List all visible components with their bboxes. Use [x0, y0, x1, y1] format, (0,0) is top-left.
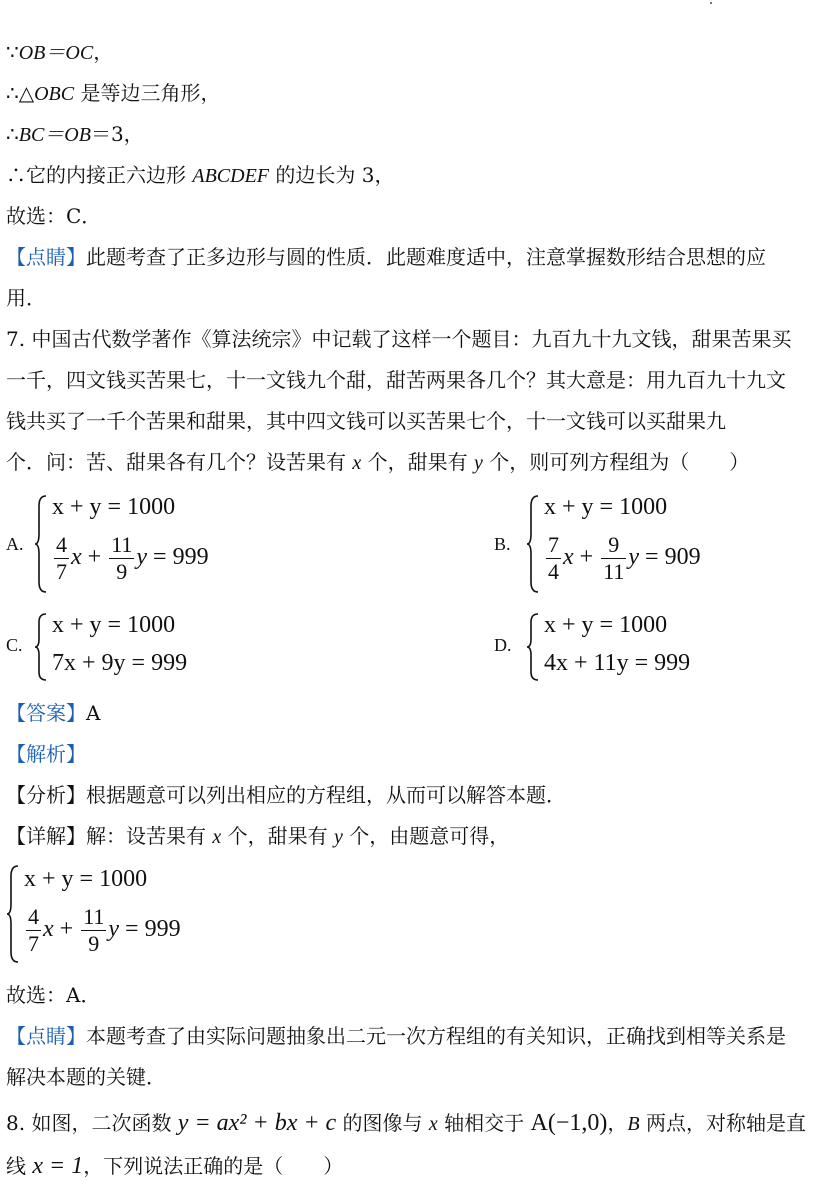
brace-icon — [526, 494, 540, 594]
q8-function: y = ax² + bx + c — [177, 1110, 337, 1136]
option-a-label[interactable]: A. — [6, 534, 24, 554]
proof-choice: 故选：C． — [6, 204, 102, 228]
brace-icon — [6, 864, 20, 964]
option-d-eq1: x + y = 1000 — [544, 612, 668, 638]
proof-line-3: ∴BC＝OB＝3， — [6, 122, 144, 146]
comment-tag: 【点睛】 — [6, 245, 86, 269]
q7-line-4: 个．问：苦、甜果各有几个？设苦果有 x 个，甜果有 y 个，则可列方程组为（ ） — [6, 450, 750, 474]
option-b-eq1: x + y = 1000 — [544, 494, 668, 520]
scan-speck — [710, 2, 712, 4]
option-c-eq1: x + y = 1000 — [52, 612, 176, 638]
q7-line-2: 一千，四文钱买苦果七，十一文钱九个甜，甜苦两果各几个？其大意是：用九百九十九文 — [6, 368, 786, 392]
option-d-eq2: 4x + 11y = 999 — [544, 650, 691, 676]
xiangjie-line: 【详解】解：设苦果有 x 个，甜果有 y 个，由题意可得， — [6, 824, 510, 848]
option-c-system[interactable] — [34, 612, 234, 682]
proof-line-4: ∴它的内接正六边形 ABCDEF 的边长为 3， — [6, 163, 395, 187]
option-a-eq2: $\frac{4}{7}$ x + $\frac{11}{9}$ y = 999 — [56, 532, 209, 584]
answer-tag: 【答案】 — [6, 701, 86, 725]
option-a-system[interactable] — [34, 494, 234, 594]
q8-line-2: 线 x = 1，下列说法正确的是（ ） — [6, 1153, 344, 1179]
answer-comment: 【点睛】本题考查了由实际问题抽象出二元一次方程组的有关知识，正确找到相等关系是 — [6, 1024, 786, 1048]
q8-axis: x = 1 — [32, 1153, 84, 1179]
fenxi-line: 【分析】根据题意可以列出相应的方程组，从而可以解答本题． — [6, 783, 566, 807]
brace-icon — [526, 612, 540, 682]
option-a-eq1: x + y = 1000 — [52, 494, 176, 520]
solution-eq2: $\frac{4}{7}$ x + $\frac{11}{9}$ y = 999 — [28, 904, 181, 956]
option-b-eq2: $\frac{7}{4}$ x + $\frac{9}{11}$ y = 909 — [548, 532, 701, 584]
q8-point-a: A(−1,0) — [530, 1110, 608, 1136]
answer-value: A — [86, 701, 101, 725]
proof-comment-cont: 用． — [6, 286, 46, 310]
proof-line-1: ∵OB＝OC， — [6, 40, 114, 64]
q7-line-1: 7. 中国古代数学著作《算法统宗》中记载了这样一个题目：九百九十九文钱，甜果苦果买 — [6, 327, 792, 351]
option-c-label[interactable]: C. — [6, 635, 23, 655]
solution-system — [6, 864, 206, 964]
option-d-system[interactable] — [526, 612, 726, 682]
option-b-system[interactable] — [526, 494, 726, 594]
solution-eq1: x + y = 1000 — [24, 866, 148, 892]
proof-comment: 【点睛】此题考查了正多边形与圆的性质．此题难度适中，注意掌握数形结合思想的应 — [6, 245, 766, 269]
brace-icon — [34, 494, 48, 594]
option-d-label[interactable]: D. — [494, 635, 512, 655]
q8-line-1: 8. 如图，二次函数 y = ax² + bx + c 的图像与 x 轴相交于 A(−1,0)，B 两点，对称轴是直 — [6, 1110, 806, 1136]
option-c-eq2: 7x + 9y = 999 — [52, 650, 188, 676]
q7-line-3: 钱共买了一千个苦果和甜果，其中四文钱可以买苦果七个，十一文钱可以买甜果九 — [6, 409, 726, 433]
analysis-heading: 【解析】 — [6, 742, 86, 766]
option-b-label[interactable]: B. — [494, 534, 511, 554]
proof-line-2: ∴△OBC 是等边三角形， — [6, 81, 221, 105]
answer-comment-cont: 解决本题的关键． — [6, 1065, 166, 1089]
answer-line — [6, 698, 826, 728]
answer-choice: 故选：A． — [6, 983, 101, 1007]
brace-icon — [34, 612, 48, 682]
